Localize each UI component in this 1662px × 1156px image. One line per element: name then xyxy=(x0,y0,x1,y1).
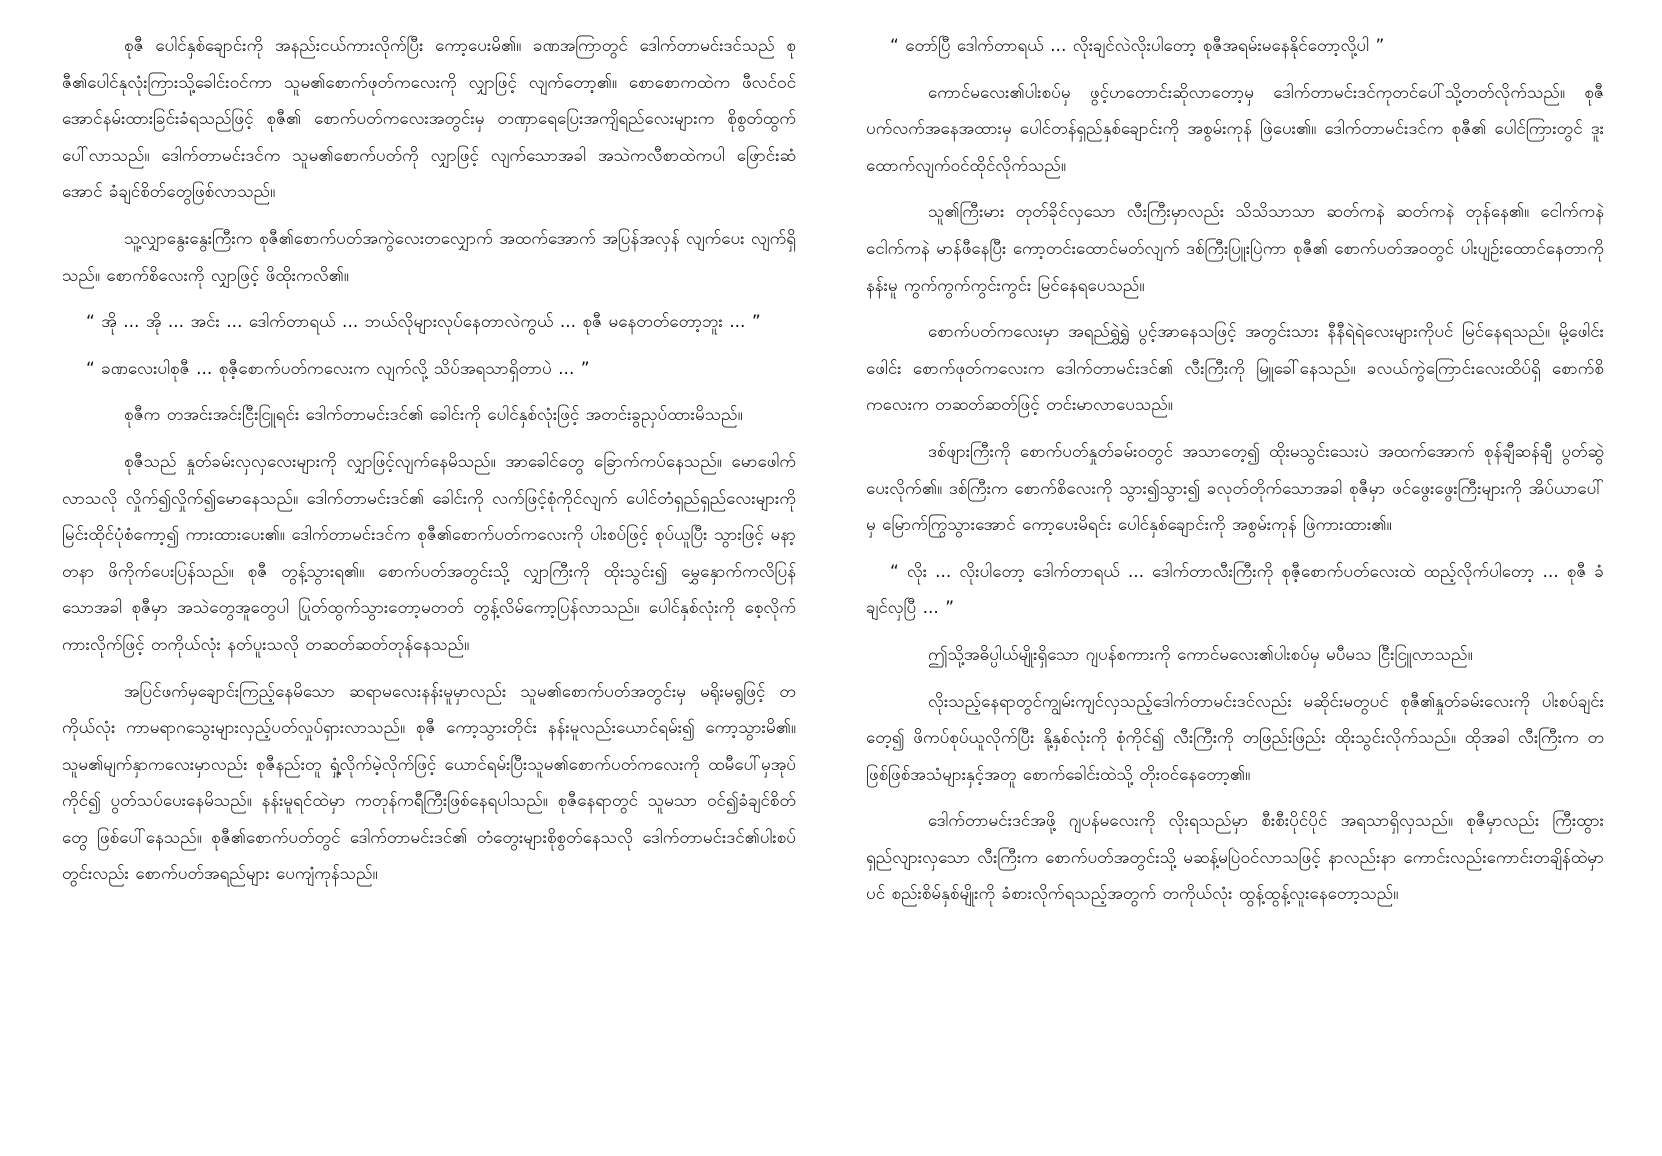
right-dialogue-2: “ လိုး ... လိုးပါတော့ ဒေါက်တာရယ် ... ဒေါက်တာလီးကြီးကို စုဇီ့စောက်ပတ်လေးထဲ ထည့်လိုက်ပါတော့ ... စုဇီ ခံချင်လှပြီ ... ” xyxy=(866,561,1604,619)
right-paragraph-7: ဒေါက်တာမင်းဒင်အဖို့ ဂျပန်မလေးကို လိုးရသည်မှာ စီးစီးပိုင်ပိုင် အရသာရှိလှသည်။ စုဇီမှာလည်း ကြီးထွားရှည်လျားလှသော လီးကြီးက စောက်ပတ်အတွင်းသို့ မဆန့်မပြဲဝင်လာသဖြင့် နာလည်းနာ ကောင်းလည်းကောင်းတချိန်ထဲမှာပင် စည်းစိမ်နှစ်မျိုးကို ခံစားလိုက်ရသည့်အတွက် တကိုယ်လုံး ထွန့်ထွန့်လူးနေတော့သည်။ xyxy=(866,811,1604,905)
left-paragraph-1: စုဇီ ပေါင်နှစ်ချောင်းကို အနည်းငယ်ကားလိုက်ပြီး ကော့ပေးမိ၏။ ခဏအကြာတွင် ဒေါက်တာမင်းဒင်သည် စုဇီ၏ပေါင်နုလုံးကြားသို့ခေါင်းဝင်ကာ သူမ၏စောက်ဖုတ်ကလေးကို လျှာဖြင့် လျက်တော့၏။ စောစောကထဲက ဖီလင်ဝင်အောင်နမ်းထားခြင်းခံရသည်ဖြင့် စုဇီ၏ စောက်ပတ်ကလေးအတွင်းမှ တဏှာရေပြေးအကျိရည်လေးများက စိုစွတ်ထွက်ပေါ်လာသည်။ ဒေါက်တာမင်းဒင်က သူမ၏စောက်ပတ်ကို လျှာဖြင့် လျက်သောအခါ အသဲကလီစာထဲကပါ ဖြောင်းဆံအောင် ခံချင်စိတ်တွေဖြစ်လာသည်။ xyxy=(62,36,796,203)
right-paragraph-6: လိုးသည့်နေရာတွင်ကျွမ်းကျင်လှသည့်ဒေါက်တာမင်းဒင်လည်း မဆိုင်းမတွပင် စုဇီ၏နှုတ်ခမ်းလေးကို ပါးစပ်ချင်းတေ့၍ ဖိကပ်စုပ်ယူလိုက်ပြီး နို့နှစ်လုံးကို စုံကိုင်၍ လီးကြီးကို တဖြည်းဖြည်း ထိုးသွင်းလိုက်သည်။ ထိုအခါ လီးကြီးက တဖြစ်ဖြစ်အသံများနှင့်အတူ စောက်ခေါင်းထဲသို့ တိုးဝင်နေတော့၏။ xyxy=(866,691,1604,785)
left-paragraph-2: သူ့လျှာနွေးနွေးကြီးက စုဇီ၏စောက်ပတ်အကွဲလေးတလျှောက် အထက်အောက် အပြန်အလှန် လျက်ပေး လျက်ရှိသည်။ စောက်စိလေးကို လျှာဖြင့် ဖိထိုးကလိ၏။ xyxy=(62,228,796,286)
right-paragraph-4: ဒစ်ဖျားကြီးကို စောက်ပတ်နှုတ်ခမ်းဝတွင် အသာတေ့၍ ထိုးမသွင်းသေးပဲ အထက်အောက် စုန်ချီဆန်ချီ ပွတ်ဆွဲပေးလိုက်၏။ ဒစ်ကြီးက စောက်စိလေးကို သွား၍သွား၍ ခလုတ်တိုက်သောအခါ စုဇီမှာ ဖင်ဖွေးဖွေးကြီးများကို အိပ်ယာပေါ်မှ မြောက်ကြွသွားအောင် ကော့ပေးမိရင်း ပေါင်နှစ်ချောင်းကို အစွမ်းကုန် ဖြဲကားထား၏။ xyxy=(866,441,1604,536)
right-dialogue-1: “ တော်ပြီ ဒေါက်တာရယ် ... လိုးချင်လဲလိုးပါတော့ စုဇီအရမ်းမနေနိုင်တော့လို့ပါ ” xyxy=(890,36,1385,56)
left-paragraph-5: အပြင်ဖက်မှချောင်းကြည့်နေမိသော ဆရာမလေးနန်းမူမှာလည်း သူမ၏စောက်ပတ်အတွင်းမှ မရိုးမရွဖြင့် တကိုယ်လုံး ကာမရာဂသွေးများလှည့်ပတ်လှုပ်ရှားလာသည်။ စုဇီ ကော့သွားတိုင်း နန်းမူလည်းယောင်ရမ်း၍ ကော့သွားမိ၏။ သူမ၏မျက်နှာကလေးမှာလည်း စုဇီနည်းတူ ရှုံ့လိုက်မဲ့လိုက်ဖြင့် ယောင်ရမ်းပြီးသူမ၏စောက်ပတ်ကလေးကို ထမီပေါ်မှအုပ်ကိုင်၍ ပွတ်သပ်ပေးနေမိသည်။ နန်းမူရင်ထဲမှာ ကတုန်ကရီကြီးဖြစ်နေရပါသည်။ စုဇီနေရာတွင် သူမသာ ဝင်၍ခံချင်စိတ်တွေ ဖြစ်ပေါ်နေသည်။ စုဇီ၏စောက်ပတ်တွင် ဒေါက်တာမင်းဒင်၏ တံတွေးများစိုစွတ်နေသလို ဒေါက်တာမင်းဒင်၏ပါးစပ်တွင်းလည်း စောက်ပတ်အရည်များ ပေကျံကုန်သည်။ xyxy=(62,681,796,885)
left-page xyxy=(62,28,796,1128)
left-dialogue-1: “ အို ... အို ... အင်း ... ဒေါက်တာရယ် ... ဘယ်လိုများလုပ်နေတာလဲကွယ် ... စုဇီ မနေတတ်တော့ဘူး ... ” xyxy=(86,312,761,333)
right-paragraph-1: ကောင်မလေး၏ပါးစပ်မှ ဖွင့်ဟတောင်းဆိုလာတော့မှ ဒေါက်တာမင်းဒင်ကုတင်ပေါ်သို့တတ်လိုက်သည်။ စုဇီ ပက်လက်အနေအထားမှ ပေါင်တန်ရှည်နှစ်ချောင်းကို အစွမ်းကုန် ဖြဲပေး၏။ ဒေါက်တာမင်းဒင်က စုဇီ၏ ပေါင်ကြားတွင် ဒူးထောက်လျက်ဝင်ထိုင်လိုက်သည်။ xyxy=(866,82,1604,176)
right-paragraph-3: စောက်ပတ်ကလေးမှာ အရည်ရွှဲရွှဲ ပွင့်အာနေသဖြင့် အတွင်းသား နီနီရဲရဲလေးများကိုပင် မြင်နေရသည်။ မို့ဖေါင်းဖေါင်း စောက်ဖုတ်ကလေးက ဒေါက်တာမင်းဒင်၏ လီးကြီးကို မြူခေါ်နေသည်။ ခလယ်ကွဲကြောင်းလေးထိပ်ရှိ စောက်စိကလေးက တဆတ်ဆတ်ဖြင့် တင်းမာလာပေသည်။ xyxy=(866,322,1604,416)
right-paragraph-5: ဤသို့အဓိပ္ပါယ်မျိုးရှိသော ဂျပန်စကားကို ကောင်မလေး၏ပါးစပ်မှ မပီမသ ငြီးငြူလာသည်။ xyxy=(928,644,1473,665)
left-dialogue-2: “ ခဏလေးပါစုဇီ ... စုဇီ့စောက်ပတ်ကလေးက လျက်လို့ သိပ်အရသာရှိတာပဲ ... ” xyxy=(86,358,590,379)
left-paragraph-4: စုဇီသည် နှုတ်ခမ်းလှလှလေးများကို လျှာဖြင့်လျက်နေမိသည်။ အာခေါင်တွေ ခြောက်ကပ်နေသည်။ မောဖေါက်လာသလို လှိုက်၍လှိုက်၍မောနေသည်။ ဒေါက်တာမင်းဒင်၏ ခေါင်းကို လက်ဖြင့်စုံကိုင်လျက် ပေါင်တံရှည်ရှည်လေးများကို မြင်းထိုင်ပုံစံကော့၍ ကားထားပေး၏။ ဒေါက်တာမင်းဒင်က စုဇီ၏စောက်ပတ်ကလေးကို ပါးစပ်ဖြင့် စုပ်ယူပြီး သွားဖြင့် မနာ့တနာ ဖိကိုက်ပေးပြန်သည်။ စုဇီ တွန့်သွားရ၏။ စောက်ပတ်အတွင်းသို့ လျှာကြီးကို ထိုးသွင်း၍ မွှေနှောက်ကလိပြန်သောအခါ စုဇီမှာ အသဲတွေအူတွေပါ ပြုတ်ထွက်သွားတော့မတတ် တွန့်လိမ်ကော့ပြန်လာသည်။ ပေါင်နှစ်လုံးကို စေ့လိုက်ကားလိုက်ဖြင့် တကိုယ်လုံး နတ်ပူးသလို တဆတ်ဆတ်တုန်နေသည်။ xyxy=(62,451,796,655)
right-page xyxy=(866,28,1604,1128)
left-paragraph-3: စုဇီက တအင်းအင်းငြီးငြူရင်း ဒေါက်တာမင်းဒင်၏ ခေါင်းကို ပေါင်နှစ်လုံးဖြင့် အတင်းခွညှပ်ထားမိသည်။ xyxy=(124,405,743,426)
right-paragraph-2: သူ၏ကြီးမား တုတ်ခိုင်လှသော လီးကြီးမှာလည်း သိသိသာသာ ဆတ်ကနဲ ဆတ်ကနဲ တုန်နေ၏။ ငေါက်ကနဲငေါက်ကနဲ မာန်ဖီနေပြီး ကော့တင်းထောင်မတ်လျက် ဒစ်ကြီးပြူးပြဲကာ စုဇီ၏ စောက်ပတ်အဝတွင် ပါးပျဉ်းထောင်နေတာကို နန်းမူ ကွက်ကွက်ကွင်းကွင်း မြင်နေရပေသည်။ xyxy=(866,202,1604,296)
